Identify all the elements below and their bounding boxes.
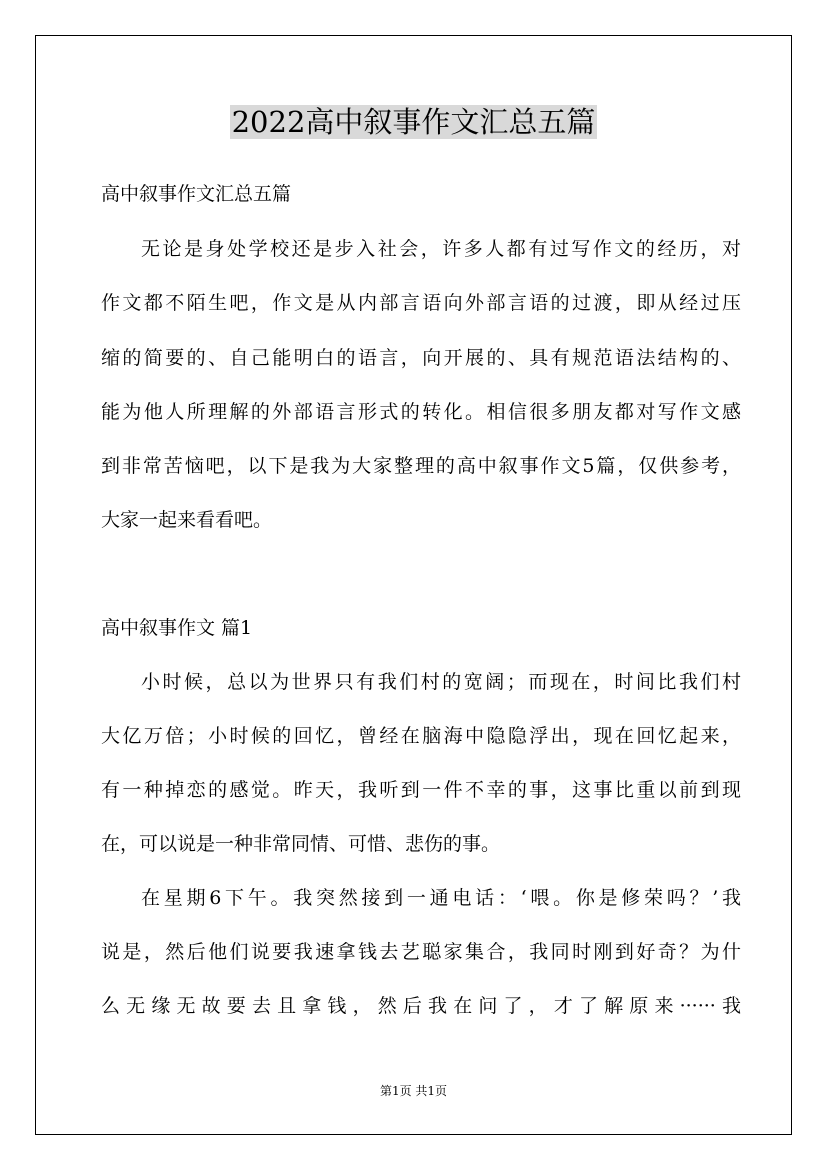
paragraph-line: 小时候，总以为世界只有我们村的宽阔；而现在，时间比我们村 <box>141 671 741 693</box>
paragraph-line: 么无缘无故要去且拿钱，然后我在问了，才了解原来······我 <box>101 995 741 1017</box>
paragraph-line: 无论是身处学校还是步入社会，许多人都有过写作文的经历，对 <box>141 238 741 260</box>
paragraph-line: 大亿万倍；小时候的回忆，曾经在脑海中隐隐浮出，现在回忆起来， <box>101 725 741 747</box>
paragraph-line: 在星期6下午。我突然接到一通电话：‘喂。你是修荣吗？’我 <box>141 887 741 909</box>
paragraph-line: 到非常苦恼吧，以下是我为大家整理的高中叙事作文5篇，仅供参考， <box>101 455 741 477</box>
paragraph-line: 作文都不陌生吧，作文是从内部言语向外部言语的过渡，即从经过压 <box>101 292 741 314</box>
section-heading: 高中叙事作文 篇1 <box>101 617 253 639</box>
paragraph-line: 缩的简要的、自己能明白的语言，向开展的、具有规范语法结构的、 <box>101 347 741 369</box>
subtitle-line: 高中叙事作文汇总五篇 <box>101 183 292 205</box>
document-title-text: 2022高中叙事作文汇总五篇 <box>231 105 596 139</box>
paragraph-line: 大家一起来看看吧。 <box>101 509 273 531</box>
paragraph-line: 说是，然后他们说要我速拿钱去艺聪家集合，我同时刚到好奇？为什 <box>101 941 741 963</box>
page-number: 第1页 共1页 <box>379 1084 448 1098</box>
document-title <box>0 100 827 144</box>
paragraph-line: 能为他人所理解的外部语言形式的转化。相信很多朋友都对写作文感 <box>101 401 741 423</box>
paragraph-line: 在，可以说是一种非常同情、可惜、悲伤的事。 <box>101 833 501 855</box>
paragraph-line: 有一种掉恋的感觉。昨天，我听到一件不幸的事，这事比重以前到现 <box>101 779 741 801</box>
